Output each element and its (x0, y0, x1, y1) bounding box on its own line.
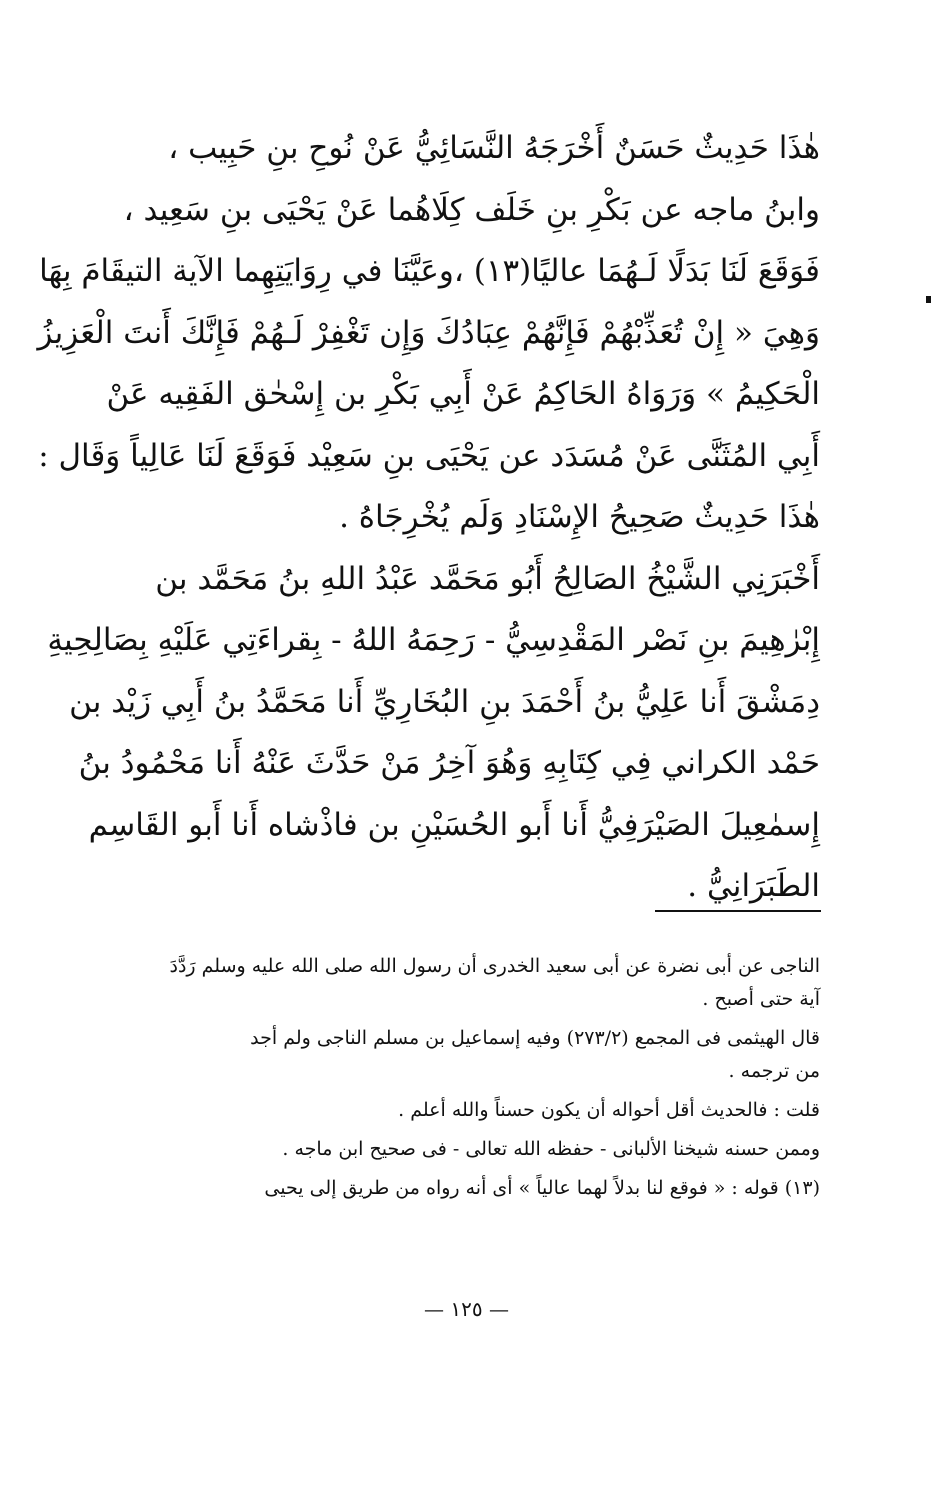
margin-mark (926, 296, 931, 303)
text-line: دِمَشْقَ أَنا عَلِيُّ بنُ أَحْمَدَ بنِ البُخَارِيِّ أَنا مَحَمَّدُ بنُ أَبِي زَيْد بن (69, 683, 820, 720)
paragraph-2 (47, 549, 820, 918)
footnote-comment (100, 1094, 820, 1127)
text-line: هٰذَا حَدِيثٌ صَحِيحُ الإِسْنَادِ وَلَم يُخْرِجَاهُ . (339, 499, 820, 535)
paragraph-1 (37, 118, 820, 549)
main-text-block (37, 118, 820, 918)
text-line: أَبِي المُثَنَّى عَنْ مُسَدَد عن يَحْيَى بنِ سَعِيْد فَوَقَعَ لَنَا عَالِياً وَقَال : (38, 437, 820, 474)
footnote-line: (١٣) قوله : « فوقع لنا بدلاً لهما عالياً » أى أنه رواه من طريق إلى يحيى (264, 1177, 820, 1199)
footnote-continuation (100, 950, 820, 1016)
footnote-line: من ترجمه . (728, 1060, 820, 1082)
footnote-haythami (100, 1022, 820, 1088)
text-line: إِبْرٰهِيمَ بنِ نَصْر المَقْدِسِيُّ - رَحِمَهُ اللهُ - بِقراءَتِي عَلَيْهِ بِصَالِحِيةِ (47, 622, 820, 658)
text-line: إِسمٰعِيلَ الصَيْرَفِيُّ أَنا أَبو الحُسَيْنِ بن فاذْشاه أَنا أَبو القَاسِم (88, 806, 820, 843)
footnote-divider (655, 910, 821, 912)
text-line: وَهِيَ « إِنْ تُعَذِّبْهُمْ فَإِنَّهُمْ عِبَادُكَ وَإِن تَغْفِرْ لَـهُمْ فَإِنَّكَ أَنتَ الْعَزِيزُ (37, 314, 820, 351)
text-line: هٰذَا حَدِيثٌ حَسَنٌ أَخْرَجَهُ النَّسَائِيُّ عَنْ نُوحِ بنِ حَبِيب ، (168, 130, 820, 166)
footnote-line: قلت : فالحديث أقل أحواله أن يكون حسناً والله أعلم . (398, 1099, 820, 1121)
footnote-line: وممن حسنه شيخنا الألبانى - حفظه الله تعالى - فى صحيح ابن ماجه . (282, 1138, 820, 1160)
footnote-albani (100, 1133, 820, 1166)
footnote-line: الناجى عن أبى نضرة عن أبى سعيد الخدرى أن رسول الله صلى الله عليه وسلم رَدَّدَ (169, 955, 820, 977)
text-line: أَخْبَرَنِي الشَّيْخُ الصَالِحُ أَبُو مَحَمَّد عَبْدُ اللهِ بنُ مَحَمَّد بن (155, 560, 820, 597)
text-line: فَوَقَعَ لَنَا بَدَلًا لَـهُمَا عاليًا(١٣) ،وعَيَّنَا في رِوَايَتِهِما الآية التيقَامَ بِهَا (39, 253, 820, 289)
footnotes-block (100, 950, 820, 1211)
text-line: حَمْد الكراني فِي كِتَابِهِ وَهُوَ آخِرُ مَنْ حَدَّثَ عَنْهُ أَنا مَحْمُودُ بنُ (78, 745, 820, 781)
text-line: الطَبَرَانِيُّ . (687, 868, 820, 904)
footnote-line: آية حتى أصبح . (702, 988, 820, 1010)
text-line: الْحَكِيمُ » وَرَوَاهُ الحَاكِمُ عَنْ أَبِي بَكْرِ بن إِسْحٰق الفَقِيه عَنْ (106, 376, 820, 412)
footnote-13 (100, 1172, 820, 1205)
page-number: — ١٢٥ — (424, 1297, 509, 1321)
footnote-line: قال الهيثمى فى المجمع (٢٧٣/٢) وفيه إسماعيل بن مسلم الناجى ولم أجد (250, 1027, 820, 1049)
text-line: وابنُ ماجه عن بَكْرِ بنِ خَلَف كِلَاهُما عَنْ يَحْيَى بنِ سَعِيد ، (123, 191, 820, 228)
